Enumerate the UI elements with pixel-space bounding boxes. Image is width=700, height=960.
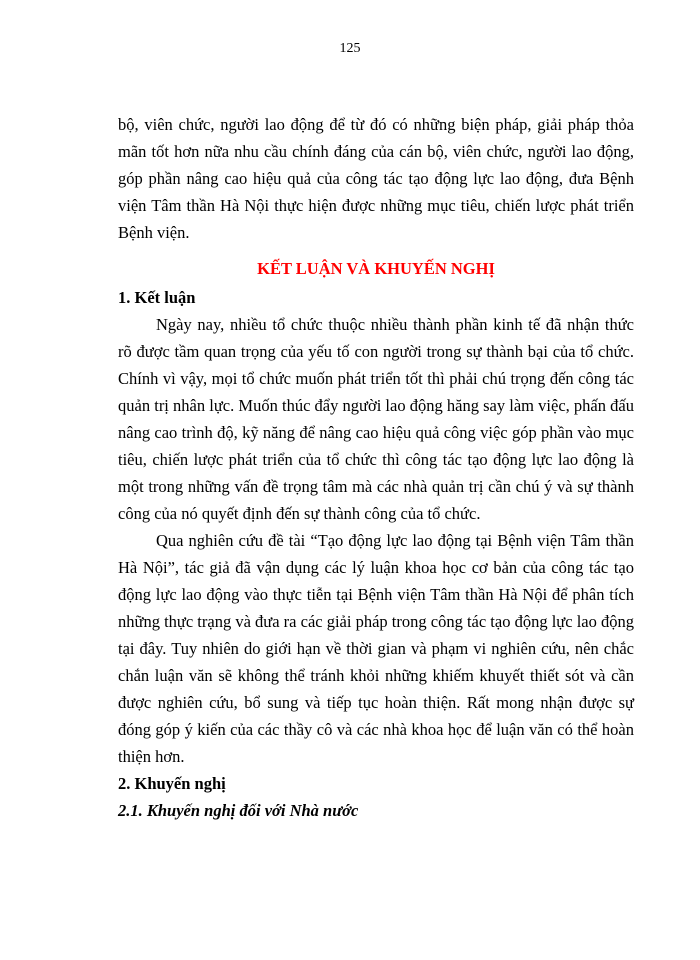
paragraph-line: động lực lao động vào thực tiễn tại Bệnh viện Tâm thần Hà Nội để phân tích [118,585,634,604]
paragraph-line: nâng cao trình độ, kỹ năng để nâng cao hiệu quả công việc góp phần vào mục [118,423,634,442]
intro-line: góp phần nâng cao hiệu quả của công tác tạo động lực lao động, đưa Bệnh [118,169,634,188]
intro-line: Bệnh viện. [118,223,190,242]
subheading-state-recommendations: 2.1. Khuyến nghị đối với Nhà nước [118,801,359,820]
paragraph-line: công của nó quyết định đến sự thành công của tổ chức. [118,504,481,523]
paragraph-line: thiện hơn. [118,747,185,766]
paragraph-line: tại đây. Tuy nhiên do giới hạn về thời gian và phạm vi nghiên cứu, nên chắc [118,639,634,658]
intro-line: mãn tốt hơn nữa nhu cầu chính đáng của cán bộ, viên chức, người lao động, [118,142,634,161]
paragraph-line: Qua nghiên cứu đề tài “Tạo động lực lao động tại Bệnh viện Tâm thần [156,531,634,550]
paragraph-line: đóng góp ý kiến của các thầy cô và các nhà khoa học để luận văn có thể hoàn [118,720,634,739]
heading-conclusion: 1. Kết luận [118,288,196,307]
paragraph-line: chắn luận văn sẽ không thể tránh khỏi những khiếm khuyết thiết sót và cần [118,666,634,685]
paragraph-line: tiêu, chiến lược phát triển của tổ chức thì công tác tạo động lực lao động là [118,450,634,469]
heading-recommendations: 2. Khuyến nghị [118,774,226,793]
paragraph-line: quản trị nhân lực. Muốn thúc đẩy người lao động hăng say làm việc, phấn đấu [118,396,634,415]
conclusion-paragraph-2 [118,527,634,770]
intro-line: bộ, viên chức, người lao động để từ đó có những biện pháp, giải pháp thỏa [118,115,634,134]
conclusion-paragraph-1 [118,311,634,527]
paragraph-line: Ngày nay, nhiều tổ chức thuộc nhiều thành phần kinh tế đã nhận thức [156,315,634,334]
paragraph-line: được nghiên cứu, bổ sung và tiếp tục hoàn thiện. Rất mong nhận được sự [118,693,634,712]
paragraph-line: một trong những vấn đề trọng tâm mà các nhà quản trị cần chú ý và sự thành [118,477,634,496]
section-title: KẾT LUẬN VÀ KHUYẾN NGHỊ [257,259,495,278]
intro-paragraph [118,111,634,246]
page-number: 125 [339,41,361,56]
page-content [118,111,634,824]
paragraph-line: những thực trạng và đưa ra các giải pháp trong công tác tạo động lực lao động [118,612,634,631]
paragraph-line: Chính vì vậy, mọi tổ chức muốn phát triển tốt thì phải chú trọng đến công tác [118,369,634,388]
intro-line: viện Tâm thần Hà Nội thực hiện được những mục tiêu, chiến lược phát triển [118,196,634,215]
paragraph-line: rõ được tầm quan trọng của yếu tố con người trong sự thành bại của tổ chức. [118,342,634,361]
paragraph-line: Hà Nội”, tác giả đã vận dụng các lý luận khoa học cơ bản của công tác tạo [118,558,634,577]
